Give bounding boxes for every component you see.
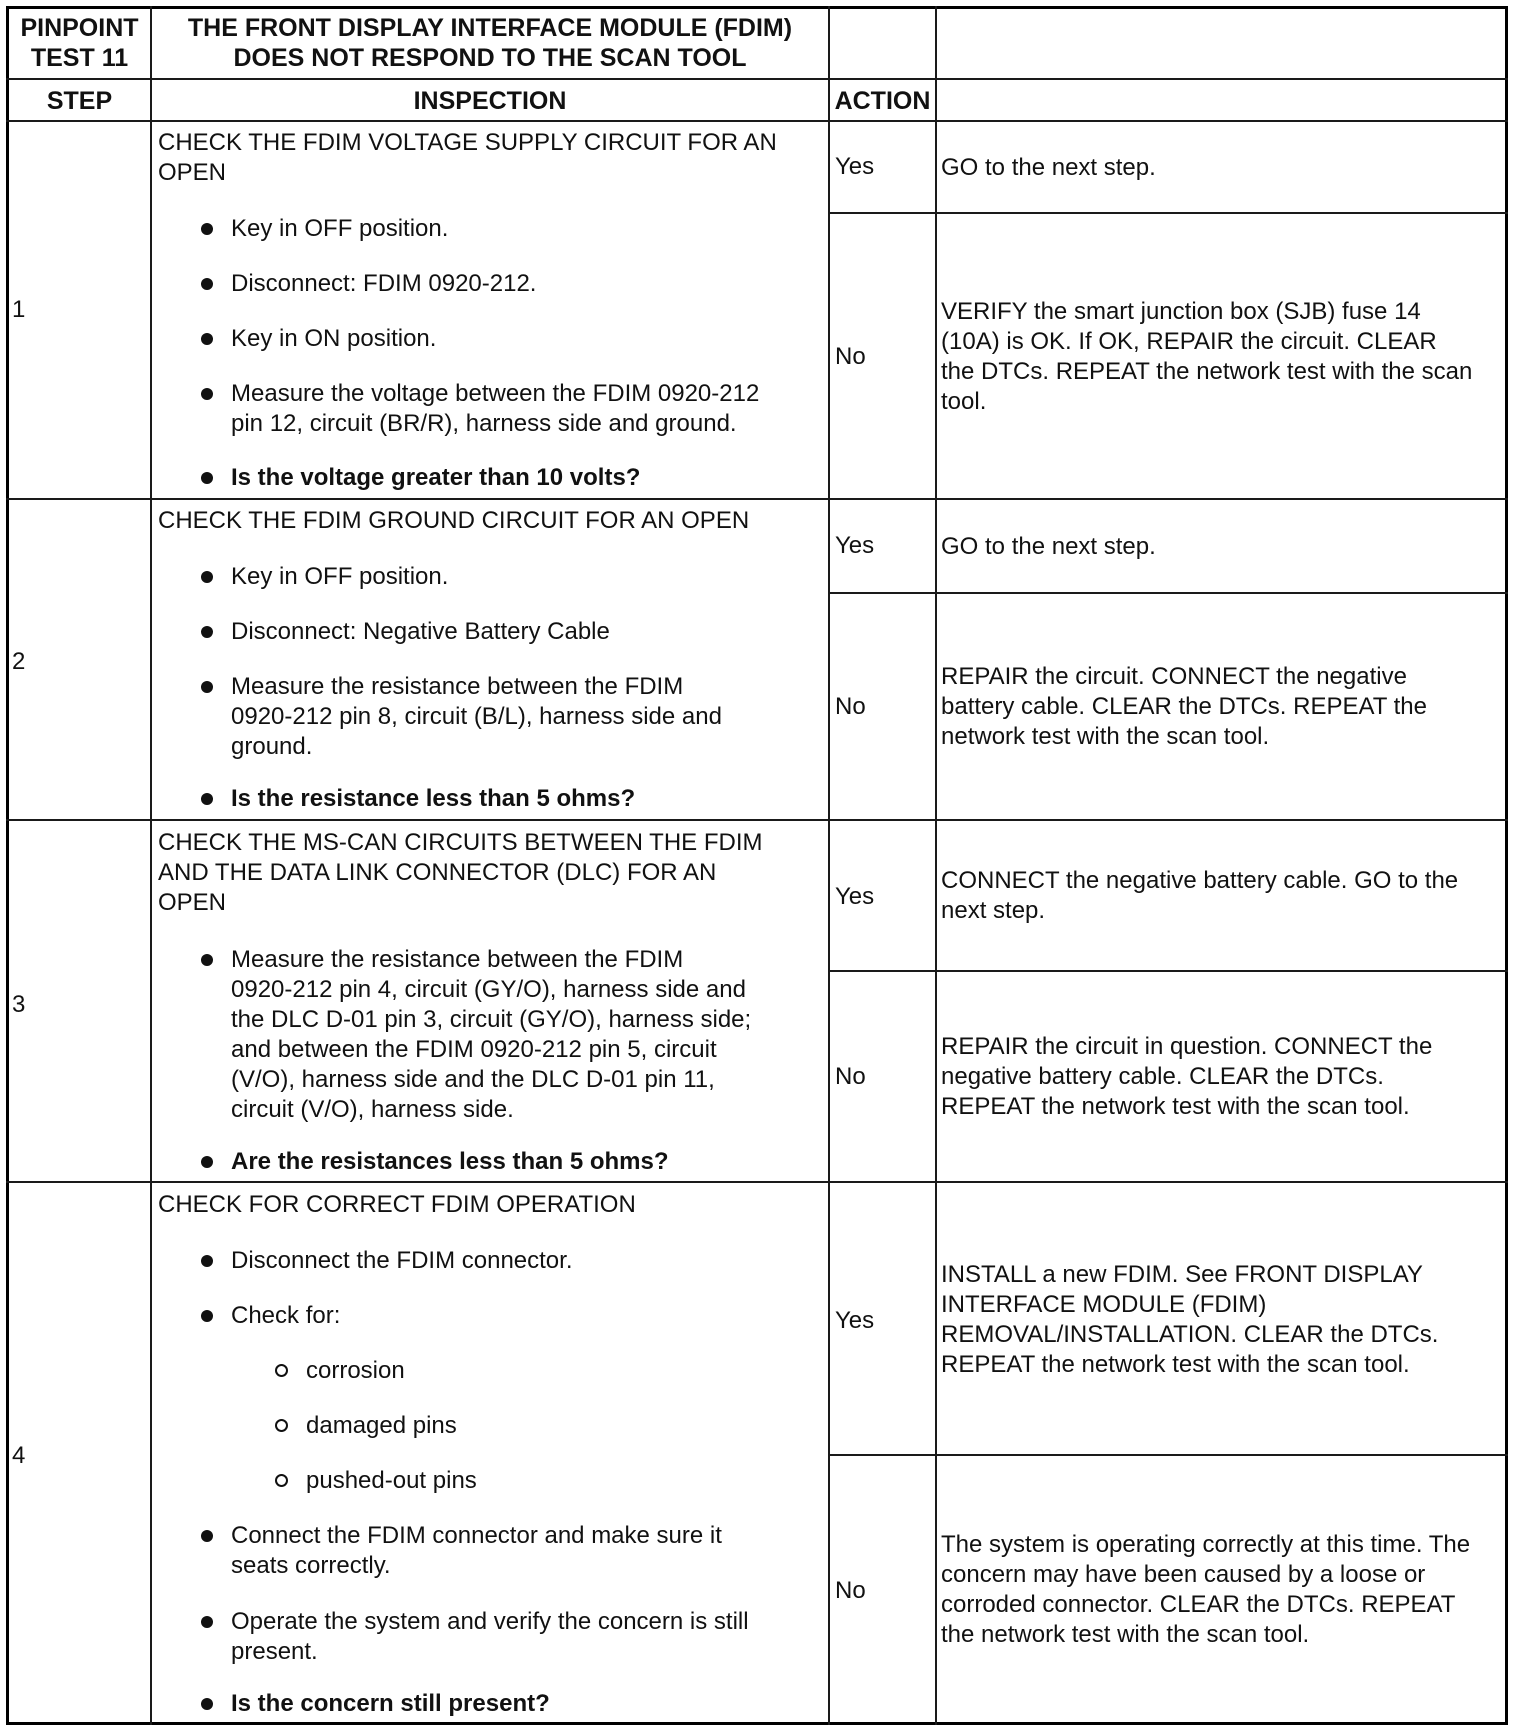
yes-action: INTERFACE MODULE (FDIM) bbox=[941, 1291, 1267, 1318]
sub-list-item: corrosion bbox=[306, 1357, 405, 1384]
column-divider-action bbox=[935, 6, 937, 1725]
bullet-icon bbox=[201, 954, 213, 966]
list-item: circuit (V/O), harness side. bbox=[231, 1096, 514, 1123]
sub-list-item: damaged pins bbox=[306, 1412, 457, 1439]
no-action: battery cable. CLEAR the DTCs. REPEAT the bbox=[941, 693, 1427, 720]
yes-action: REMOVAL/INSTALLATION. CLEAR the DTCs. bbox=[941, 1321, 1439, 1348]
row-divider-header bbox=[6, 78, 1508, 80]
no-label: No bbox=[835, 1577, 866, 1604]
no-label: No bbox=[835, 343, 866, 370]
step-question: Is the concern still present? bbox=[231, 1690, 550, 1717]
list-item: the DLC D-01 pin 3, circuit (GY/O), harness side; bbox=[231, 1006, 752, 1033]
test-title-line-1: PINPOINT bbox=[20, 14, 139, 42]
column-header-action: ACTION bbox=[834, 87, 931, 115]
bullet-icon bbox=[201, 626, 213, 638]
sub-bullet-icon bbox=[275, 1474, 288, 1487]
list-item: Measure the resistance between the FDIM bbox=[231, 673, 684, 700]
list-item: Measure the resistance between the FDIM bbox=[231, 946, 684, 973]
sub-bullet-icon bbox=[275, 1364, 288, 1377]
bullet-icon bbox=[201, 1156, 213, 1168]
table-border-left bbox=[6, 6, 9, 1725]
step-question: Is the voltage greater than 10 volts? bbox=[231, 464, 641, 491]
yes-label: Yes bbox=[835, 532, 875, 559]
list-item: ground. bbox=[231, 733, 313, 760]
column-header-inspection: INSPECTION bbox=[413, 87, 567, 115]
bullet-icon bbox=[201, 1616, 213, 1628]
bullet-icon bbox=[201, 333, 213, 345]
list-item: seats correctly. bbox=[231, 1552, 391, 1579]
test-description-line-2: DOES NOT RESPOND TO THE SCAN TOOL bbox=[233, 44, 747, 72]
bullet-icon bbox=[201, 571, 213, 583]
list-item: Key in ON position. bbox=[231, 325, 437, 352]
list-item: Key in OFF position. bbox=[231, 563, 449, 590]
list-item: Measure the voltage between the FDIM 0920-212 bbox=[231, 380, 760, 407]
no-action: corroded connector. CLEAR the DTCs. REPEAT bbox=[941, 1591, 1456, 1618]
step-question: Is the resistance less than 5 ohms? bbox=[231, 785, 636, 812]
no-action: REPAIR the circuit. CONNECT the negative bbox=[941, 663, 1407, 690]
yes-no-divider-2 bbox=[828, 592, 1508, 594]
column-header-step: STEP bbox=[46, 87, 113, 115]
sub-bullet-icon bbox=[275, 1419, 288, 1432]
bullet-icon bbox=[201, 472, 213, 484]
list-item: Disconnect the FDIM connector. bbox=[231, 1247, 573, 1274]
no-action: VERIFY the smart junction box (SJB) fuse 14 bbox=[941, 298, 1421, 325]
yes-action: CONNECT the negative battery cable. GO to the bbox=[941, 867, 1459, 894]
no-action: the DTCs. REPEAT the network test with the scan bbox=[941, 358, 1473, 385]
row-divider-columns bbox=[6, 120, 1508, 122]
list-item: (V/O), harness side and the DLC D-01 pin 11, bbox=[231, 1066, 715, 1093]
column-divider-step bbox=[150, 6, 152, 1725]
table-border-right bbox=[1505, 6, 1508, 1725]
list-item: Disconnect: Negative Battery Cable bbox=[231, 618, 610, 645]
no-action: The system is operating correctly at this time. The bbox=[941, 1531, 1471, 1558]
list-item: pin 12, circuit (BR/R), harness side and ground. bbox=[231, 410, 737, 437]
row-divider-step-3 bbox=[6, 819, 1508, 821]
bullet-icon bbox=[201, 388, 213, 400]
no-label: No bbox=[835, 693, 866, 720]
list-item: Connect the FDIM connector and make sure it bbox=[231, 1522, 722, 1549]
test-description-line-1: THE FRONT DISPLAY INTERFACE MODULE (FDIM) bbox=[187, 14, 793, 42]
bullet-icon bbox=[201, 793, 213, 805]
column-divider-inspection bbox=[828, 6, 830, 1725]
yes-label: Yes bbox=[835, 883, 875, 910]
bullet-icon bbox=[201, 223, 213, 235]
list-item: 0920-212 pin 4, circuit (GY/O), harness side and bbox=[231, 976, 746, 1003]
step-number: 4 bbox=[12, 1442, 26, 1469]
list-item: 0920-212 pin 8, circuit (B/L), harness side and bbox=[231, 703, 722, 730]
bullet-icon bbox=[201, 681, 213, 693]
yes-action: GO to the next step. bbox=[941, 154, 1156, 181]
step-title: OPEN bbox=[158, 159, 227, 186]
bullet-icon bbox=[201, 1310, 213, 1322]
list-item: present. bbox=[231, 1638, 318, 1665]
list-item: and between the FDIM 0920-212 pin 5, circuit bbox=[231, 1036, 717, 1063]
no-action: negative battery cable. CLEAR the DTCs. bbox=[941, 1063, 1384, 1090]
step-number: 3 bbox=[12, 991, 26, 1018]
step-title: AND THE DATA LINK CONNECTOR (DLC) FOR AN bbox=[158, 859, 717, 886]
step-title: CHECK FOR CORRECT FDIM OPERATION bbox=[158, 1191, 636, 1218]
yes-label: Yes bbox=[835, 1307, 875, 1334]
step-title: CHECK THE MS-CAN CIRCUITS BETWEEN THE FDIM bbox=[158, 829, 763, 856]
no-action: concern may have been caused by a loose or bbox=[941, 1561, 1426, 1588]
step-title: CHECK THE FDIM VOLTAGE SUPPLY CIRCUIT FOR AN bbox=[158, 129, 777, 156]
yes-no-divider-3 bbox=[828, 970, 1508, 972]
list-item: Check for: bbox=[231, 1302, 341, 1329]
sub-list-item: pushed-out pins bbox=[306, 1467, 477, 1494]
bullet-icon bbox=[201, 1255, 213, 1267]
no-action: network test with the scan tool. bbox=[941, 723, 1270, 750]
no-action: tool. bbox=[941, 388, 987, 415]
step-question: Are the resistances less than 5 ohms? bbox=[231, 1148, 669, 1175]
yes-label: Yes bbox=[835, 153, 875, 180]
no-action: REPEAT the network test with the scan tool. bbox=[941, 1093, 1410, 1120]
test-title-line-2: TEST 11 bbox=[30, 44, 129, 72]
no-label: No bbox=[835, 1063, 866, 1090]
table-border-bottom bbox=[6, 1722, 1508, 1725]
yes-no-divider-1 bbox=[828, 212, 1508, 214]
row-divider-step-4 bbox=[6, 1181, 1508, 1183]
row-divider-step-2 bbox=[6, 498, 1508, 500]
step-number: 1 bbox=[12, 296, 26, 323]
no-action: REPAIR the circuit in question. CONNECT the bbox=[941, 1033, 1433, 1060]
no-action: (10A) is OK. If OK, REPAIR the circuit. CLEAR bbox=[941, 328, 1437, 355]
bullet-icon bbox=[201, 1530, 213, 1542]
list-item: Disconnect: FDIM 0920-212. bbox=[231, 270, 537, 297]
yes-action: REPEAT the network test with the scan tool. bbox=[941, 1351, 1410, 1378]
yes-action: next step. bbox=[941, 897, 1046, 924]
step-number: 2 bbox=[12, 648, 26, 675]
bullet-icon bbox=[201, 278, 213, 290]
yes-no-divider-4 bbox=[828, 1454, 1508, 1456]
bullet-icon bbox=[201, 1698, 213, 1710]
yes-action: GO to the next step. bbox=[941, 533, 1156, 560]
list-item: Key in OFF position. bbox=[231, 215, 449, 242]
table-border-top bbox=[6, 6, 1508, 9]
step-title: OPEN bbox=[158, 889, 227, 916]
step-title: CHECK THE FDIM GROUND CIRCUIT FOR AN OPEN bbox=[158, 507, 750, 534]
no-action: the network test with the scan tool. bbox=[941, 1621, 1310, 1648]
list-item: Operate the system and verify the concern is still bbox=[231, 1608, 749, 1635]
yes-action: INSTALL a new FDIM. See FRONT DISPLAY bbox=[941, 1261, 1423, 1288]
